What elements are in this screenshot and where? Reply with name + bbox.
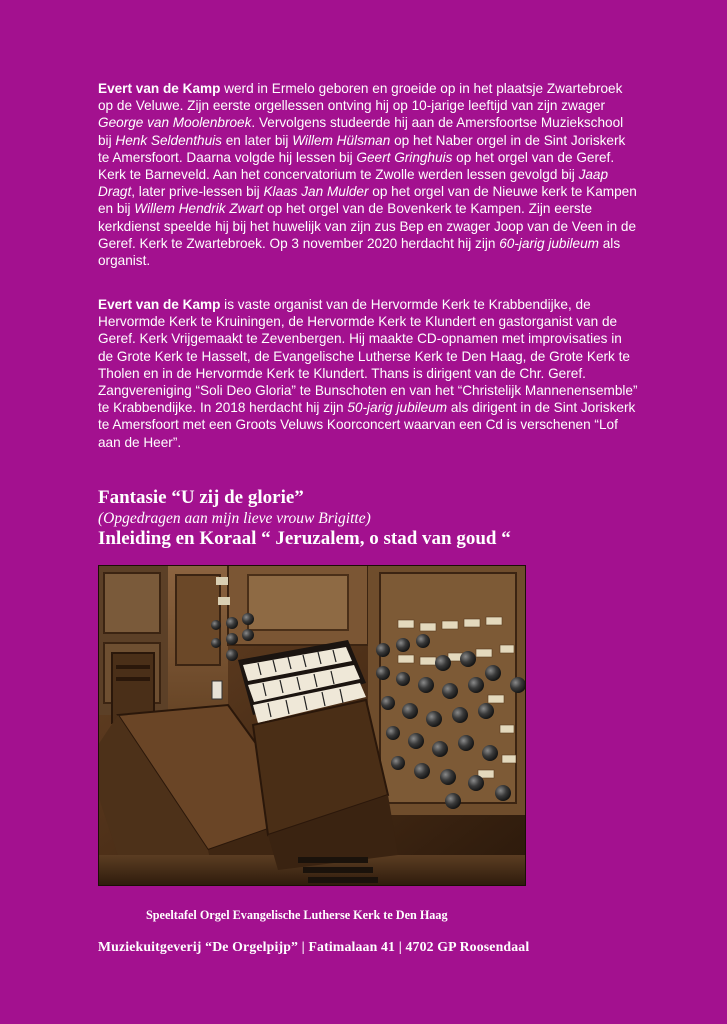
name-emphasis: Evert van de Kamp xyxy=(98,81,221,96)
text-run: en later bij xyxy=(221,132,293,148)
italic-emphasis: Jaap Dragt xyxy=(98,167,609,200)
italic-emphasis: Geert Gringhuis xyxy=(356,149,453,165)
text-run: als organist. xyxy=(98,235,621,269)
organ-console-photo xyxy=(98,565,526,886)
italic-emphasis: Klaas Jan Mulder xyxy=(263,184,369,200)
text-run: . Vervolgens studeerde hij aan de Amersfoortse Muziekschool bij xyxy=(98,115,624,148)
italic-emphasis: Willem Hülsman xyxy=(292,132,391,148)
work-title: Fantasie “U zij de glorie” xyxy=(98,487,304,508)
photo-caption: Speeltafel Orgel Evangelische Lutherse Kerk te Den Haag xyxy=(146,908,448,922)
text-run: op het orgel van de Nieuwe kerk te Kampen en bij xyxy=(98,184,637,217)
text-run: is vaste organist van de Hervormde Kerk te Krabbendijke, de Hervormde Kerk te Kruiningen, de Hervormde Kerk te Klundert en gastorganist van de Geref. Kerk Vrijgemaakt te Zevenbergen. Hij maakte CD-opnamen met improvisaties in de Grote Kerk te Hasselt, de Evangelische Lutherse Kerk te Den Haag, de Grote Kerk te Tholen en in de Hervormde Kerk te Klundert. Thans is dirigent van de Chr. Geref. Zangvereniging “Soli Deo Gloria” te Bunschoten en van het “Christelijk Mannenensemble” te Krabbendijke. In 2018 herdacht hij zijn xyxy=(98,297,638,416)
italic-emphasis: Willem Hendrik Zwart xyxy=(134,201,264,217)
publisher-footer: Muziekuitgeverij “De Orgelpijp” | Fatimalaan 41 | 4702 GP Roosendaal xyxy=(98,939,530,954)
name-emphasis: Evert van de Kamp xyxy=(98,297,221,312)
italic-emphasis: 50-jarig jubileum xyxy=(347,400,448,416)
text-run: op het orgel van de Bovenkerk te Kampen. Zijn eerste kerkdienst speelde hij bij het huwelijk van zijn zus Bep en zwager Joop van de Veen in de Geref. Kerk te Zwartebroek. Op 3 november 2020 herdacht hij zijn xyxy=(98,201,637,251)
biography-paragraph-2 xyxy=(98,296,638,451)
work-dedication: (Opgedragen aan mijn lieve vrouw Brigitte) xyxy=(98,510,371,527)
text-run: als dirigent in de Sint Joriskerk te Amersfoort met een Groots Veluws Koorconcert waarvan een Cd is verschenen “Lof aan de Heer”. xyxy=(98,400,636,450)
text-run: werd in Ermelo geboren en groeide op in het plaatsje Zwartebroek op de Veluwe. Zijn eerste orgellessen ontving hij op 10-jarige leeftijd van zijn zwager xyxy=(98,81,623,114)
text-run: , later prive-lessen bij xyxy=(131,184,264,200)
work-subtitle: Inleiding en Koraal “ Jeruzalem, o stad van goud “ xyxy=(98,528,511,549)
italic-emphasis: George van Moolenbroek xyxy=(98,115,252,131)
italic-emphasis: 60-jarig jubileum xyxy=(499,235,599,251)
biography-paragraph-1 xyxy=(98,80,638,269)
text-run: op het orgel van de Geref. Kerk te Barneveld. Aan het concervatorium te Zwolle werden lessen gevolgd bij xyxy=(98,149,615,183)
italic-emphasis: Henk Seldenthuis xyxy=(115,132,222,148)
text-run: op het Naber orgel in de Sint Joriskerk te Amersfoort. Daarna volgde hij lessen bij xyxy=(98,132,626,165)
